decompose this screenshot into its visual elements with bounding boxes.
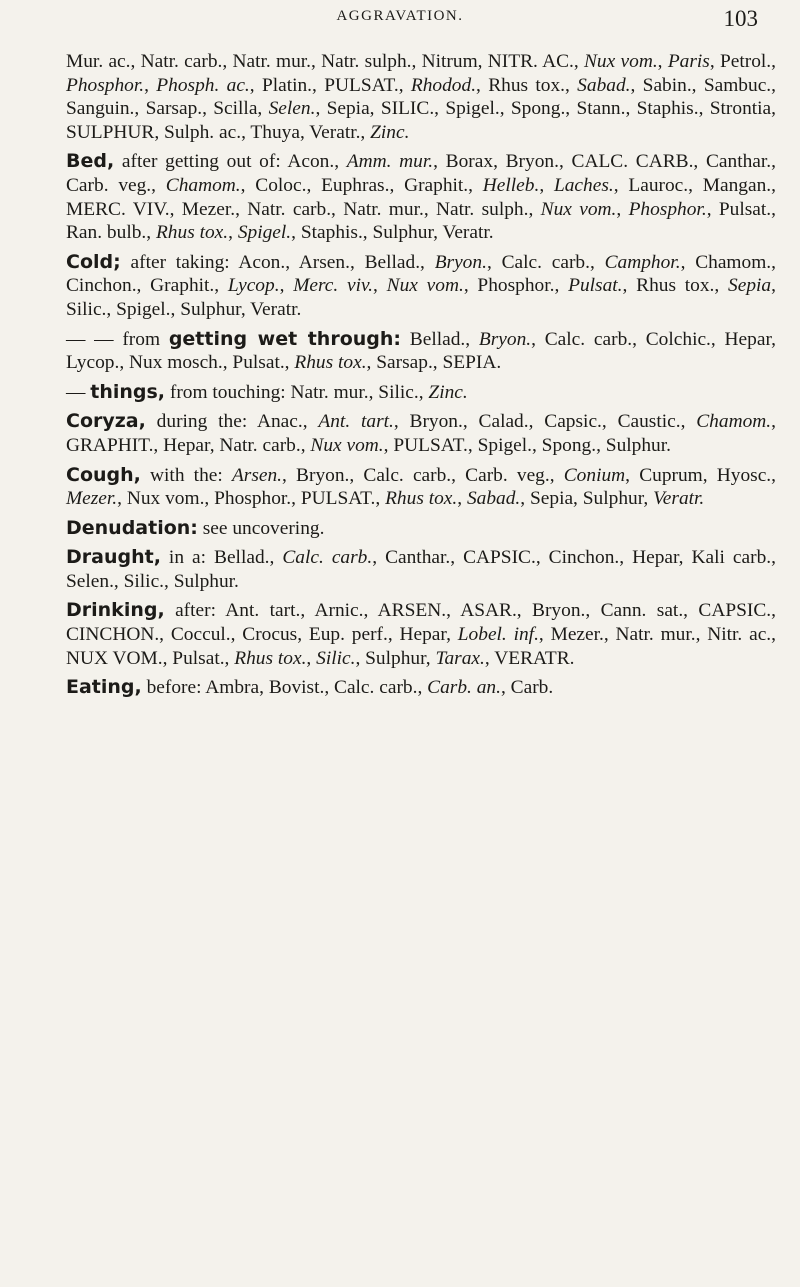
rubric-entry <box>66 464 776 511</box>
page-number: 103 <box>723 6 758 31</box>
remedy-italic: Rhus tox. <box>155 222 229 244</box>
remedy-text: during the: Anac., <box>145 411 319 433</box>
remedy-italic: Spigel. <box>237 222 292 244</box>
remedy-text: after: Ant. tart., Arnic., ARSEN., ASAR., Bryon., Cann. sat., CAPSIC., CINCHON., Coccul., Crocus, Eup. perf., Hepar, <box>66 600 776 646</box>
remedy-italic: Bryon. <box>478 328 532 350</box>
remedy-text: , Bryon., Calc. carb., Carb. veg., <box>282 464 564 486</box>
remedy-text: , Chamom., Cinchon., Graphit., <box>66 251 776 297</box>
rubric-heading: Drinking, <box>66 599 165 622</box>
remedy-italic: Chamom. <box>165 174 241 196</box>
remedy-text: , Calc. carb., <box>486 251 605 273</box>
remedy-text: , Platin., PULSAT., <box>249 74 411 96</box>
remedy-text: , Coloc., Euphras., Graphit., <box>240 174 483 196</box>
remedy-italic: Sabad. <box>577 74 631 96</box>
rubric-entry <box>66 517 776 541</box>
remedy-italic: Phosphor. <box>66 74 145 96</box>
rubric-heading: Coryza, <box>66 410 146 433</box>
remedy-italic: Tarax. <box>435 647 485 669</box>
remedy-text: , Pulsat., Ran. bulb., <box>66 198 776 244</box>
remedy-text: , <box>616 198 629 220</box>
rubric-entry <box>66 546 776 593</box>
rubric-heading: Eating, <box>66 676 142 699</box>
remedy-text: , Sepia, Sulphur, <box>520 488 654 510</box>
running-title: AGGRAVATION. <box>336 8 464 24</box>
remedy-italic: Nux vom. <box>584 51 658 72</box>
remedy-text: , Canthar., CAPSIC., Cinchon., Hepar, Kali carb., Selen., Silic., Sulphur. <box>66 547 776 592</box>
rubric-entry <box>66 381 776 405</box>
remedy-italic: Arsen. <box>231 464 283 486</box>
remedy-italic: Pulsat. <box>568 275 623 297</box>
remedy-text: , Borax, Bryon., CALC. CARB., Canthar., Carb. veg., <box>66 151 776 196</box>
rubric-entry <box>66 150 776 244</box>
repertory-text <box>66 50 776 706</box>
remedy-italic: Rhus tox. <box>234 647 307 669</box>
remedy-text: , PULSAT., Spigel., Spong., Sulphur. <box>383 434 671 456</box>
remedy-text: , <box>279 275 294 297</box>
remedy-text: , Petrol., <box>709 51 776 72</box>
rubric-heading: Cough, <box>66 463 141 486</box>
remedy-italic: Zinc. <box>428 381 468 403</box>
remedy-text: , Phosphor., <box>463 275 569 297</box>
remedy-text: , <box>228 222 238 244</box>
rubric-entry <box>66 676 776 700</box>
remedy-italic: Silic. <box>316 647 356 669</box>
rubric-heading: Denudation: <box>66 516 198 539</box>
remedy-italic: Lobel. inf. <box>457 624 539 646</box>
remedy-text: , Calc. carb., Colchic., Hepar, Lycop., Nux mosch., Pulsat., <box>66 328 776 374</box>
rubric-entry <box>66 599 776 670</box>
remedy-text: with the: <box>140 464 232 486</box>
rubric-prefix: — <box>66 381 91 403</box>
remedy-italic: Mezer. <box>66 488 118 510</box>
remedy-text: in a: Bellad., <box>160 547 283 569</box>
rubric-heading: Draught, <box>66 546 161 569</box>
remedy-italic: Merc. viv. <box>293 275 374 297</box>
remedy-text: from touching: Natr. mur., Silic., <box>165 381 429 403</box>
remedy-text: Mur. ac., Natr. carb., Natr. mur., Natr. sulph., Nitrum, NITR. AC., <box>66 51 584 72</box>
remedy-text: , <box>539 174 554 196</box>
remedy-text: , Carb. <box>500 677 554 699</box>
remedy-text: , Nux vom., Phosphor., PULSAT., <box>117 488 386 510</box>
remedy-text: , <box>144 74 157 96</box>
remedy-text: , <box>657 51 668 72</box>
remedy-italic: Paris <box>667 51 710 72</box>
rubric-prefix: — — from <box>66 328 169 350</box>
running-head <box>0 6 800 38</box>
remedy-text: after taking: Acon., Arsen., Bellad., <box>120 251 435 273</box>
remedy-text: , <box>306 647 317 669</box>
rubric-heading: Cold; <box>66 250 121 273</box>
rubric-entry <box>66 328 776 375</box>
remedy-text: after getting out of: Acon., <box>114 151 347 173</box>
remedy-text: Bellad., <box>401 328 479 350</box>
remedy-italic: Nux vom. <box>386 275 464 297</box>
remedy-text: see uncovering. <box>197 517 325 539</box>
remedy-italic: Phosph. ac. <box>156 74 250 96</box>
remedy-italic: Bryon. <box>434 251 487 273</box>
remedy-text: , <box>373 275 387 297</box>
rubric-entry <box>66 50 776 144</box>
remedy-italic: Chamom. <box>696 411 772 433</box>
remedy-italic: Calc. carb. <box>282 547 373 569</box>
remedy-text: , Silic., Spigel., Sulphur, Veratr. <box>66 275 776 320</box>
remedy-text: , Bryon., Calad., Capsic., Caustic., <box>393 411 697 433</box>
remedy-italic: Helleb. <box>482 174 540 196</box>
remedy-italic: Rhus tox. <box>385 488 458 510</box>
rubric-entry <box>66 251 776 322</box>
remedy-italic: Laches. <box>553 174 614 196</box>
remedy-text: , Sepia, SILIC., Spigel., Spong., Stann., Staphis., Strontia, SULPHUR, Sulph. ac., Thuya, Veratr., <box>66 98 776 143</box>
remedy-text: , <box>457 488 467 510</box>
remedy-text: , Rhus tox., <box>476 74 578 96</box>
remedy-italic: Rhus tox. <box>294 352 367 374</box>
remedy-text: , Staphis., Sulphur, Veratr. <box>291 222 494 244</box>
rubric-entry <box>66 410 776 457</box>
remedy-text: , GRAPHIT., Hepar, Natr. carb., <box>66 411 776 456</box>
remedy-italic: Nux vom. <box>540 198 617 220</box>
remedy-text: , Rhus tox., <box>622 275 729 297</box>
remedy-text: , Cuprum, Hyosc., <box>625 464 777 486</box>
remedy-italic: Ant. tart. <box>318 411 394 433</box>
remedy-italic: Carb. an. <box>427 677 501 699</box>
remedy-italic: Rhodod. <box>410 74 477 96</box>
remedy-text: , Lauroc., Mangan., MERC. VIV., Mezer., Natr. carb., Natr. mur., Natr. sulph., <box>66 174 776 220</box>
rubric-heading: Bed, <box>66 150 115 173</box>
remedy-italic: Selen. <box>268 98 316 120</box>
rubric-heading: getting wet through: <box>168 327 401 350</box>
remedy-italic: Phosphor. <box>628 198 707 220</box>
remedy-italic: Conium <box>563 464 626 486</box>
remedy-text: before: Ambra, Bovist., Calc. carb., <box>141 677 428 699</box>
remedy-text: , Mezer., Natr. mur., Nitr. ac., NUX VOM., Pulsat., <box>66 624 776 669</box>
remedy-text: , Sarsap., SEPIA. <box>366 352 502 374</box>
remedy-italic: Lycop. <box>227 275 280 297</box>
rubric-heading: things, <box>90 380 166 403</box>
remedy-italic: Amm. mur. <box>346 151 434 173</box>
remedy-text: , VERATR. <box>484 647 575 669</box>
remedy-italic: Sabad. <box>466 488 521 510</box>
remedy-italic: Zinc. <box>370 121 410 143</box>
remedy-italic: Sepia <box>728 275 772 297</box>
remedy-italic: Nux vom. <box>310 434 384 456</box>
remedy-italic: Camphor. <box>604 251 681 273</box>
remedy-text: , Sabin., Sambuc., Sanguin., Sarsap., Scilla, <box>66 74 776 120</box>
remedy-italic: Veratr. <box>653 488 705 510</box>
remedy-text: , Sulphur, <box>355 647 436 669</box>
